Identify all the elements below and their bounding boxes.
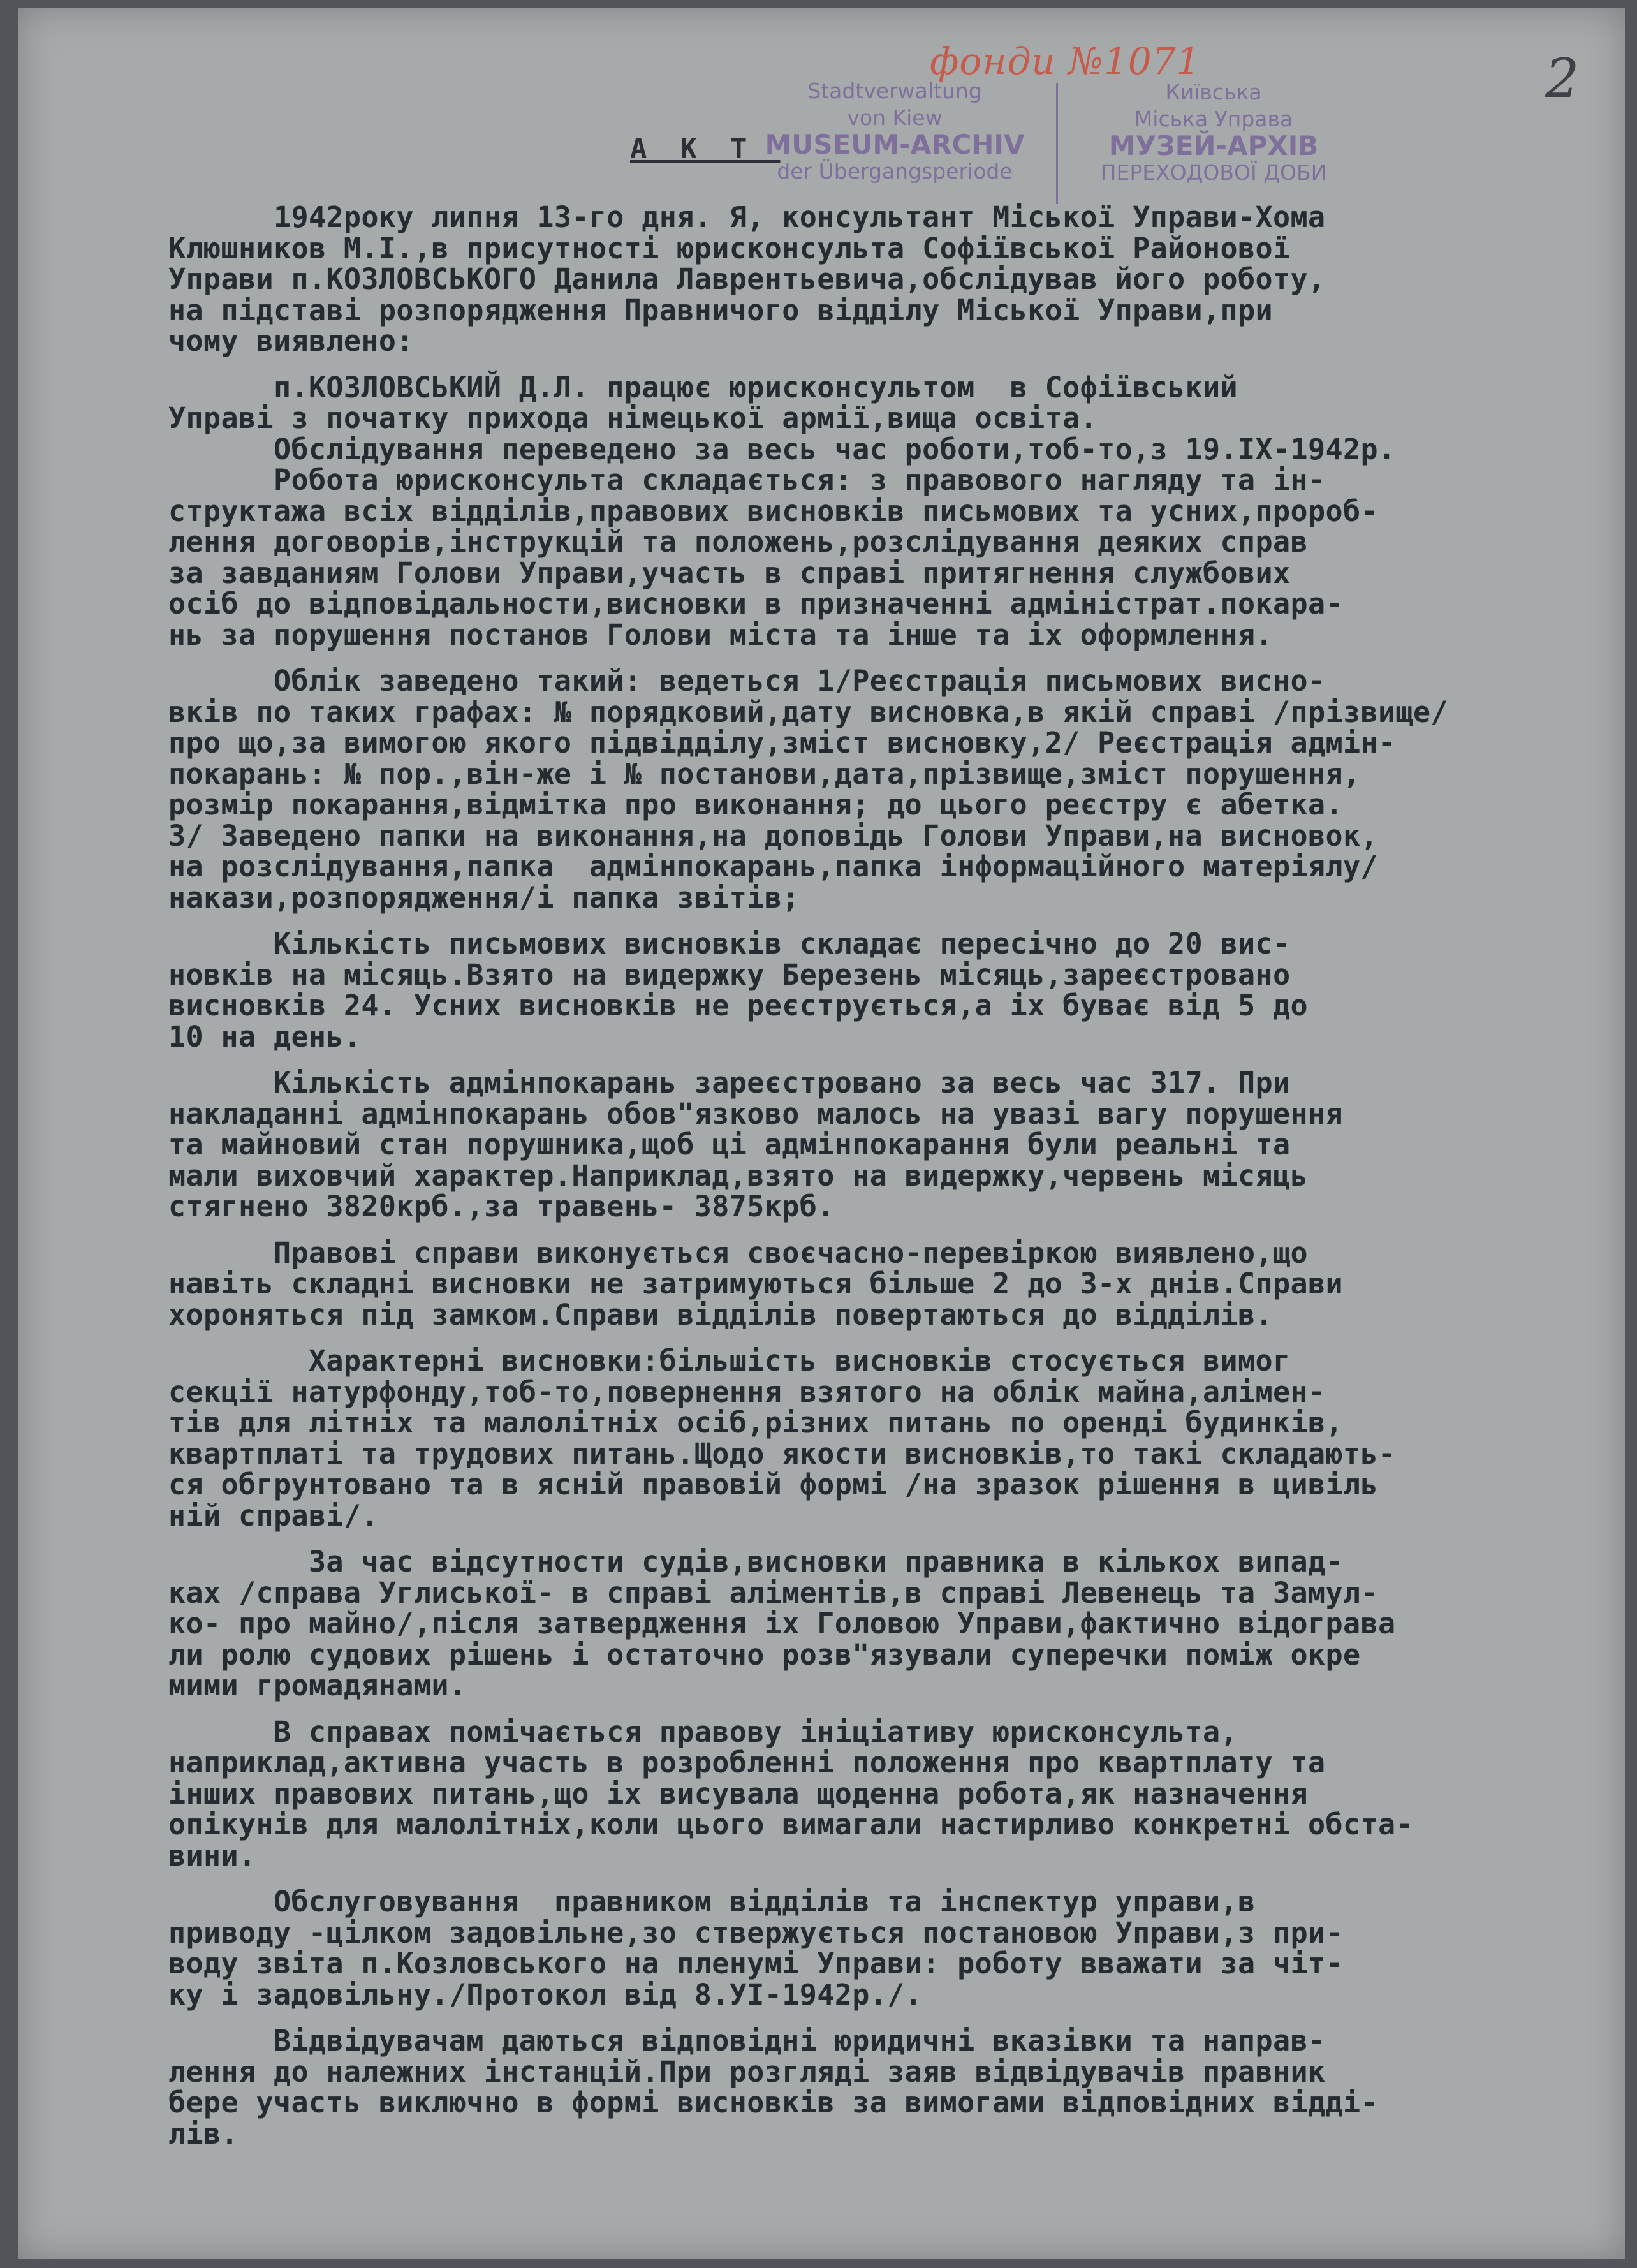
paragraph-gap	[168, 1702, 1508, 1717]
text-line: Робота юрисконсульта складається: з правового нагляду та ін-	[168, 463, 1326, 497]
text-line: воду звіта п.Козловського на пленумі Управи: роботу вважати за чіт-	[168, 1947, 1343, 1980]
text-line: лів.	[168, 2116, 239, 2151]
text-line: Облік заведено такий: ведеться 1/Реєстрація письмових висно-	[168, 664, 1326, 698]
paragraph	[168, 1887, 1508, 2010]
stamp-line: Stadtverwaltung	[807, 78, 982, 103]
text-line: осіб до відповідальности,висновки в призначенні адміністрат.покара-	[168, 587, 1343, 621]
text-line: нь за порушення постанов Голови міста та інше та іх оформлення.	[168, 617, 1274, 652]
text-line: покарань: № пор.,він-же і № постанови,дата,прізвище,зміст порушення,	[168, 756, 1361, 791]
text-line: 10 на день.	[168, 1019, 362, 1054]
document-sheet	[18, 8, 1625, 2259]
text-line: Клюшников М.І.,в присутності юрисконсульта Софіївської Районової	[168, 231, 1291, 265]
text-line: тів для літніх та малолітніх осіб,різних питань по оренді будинків,	[168, 1406, 1343, 1440]
text-line: Відвідувачам даються відповідні юридичні вказівки та направ-	[168, 2024, 1326, 2058]
document-body	[168, 202, 1508, 2149]
text-line: ку і задовільну./Протокол від 8.УІ-1942р./.	[168, 1977, 923, 2012]
text-line: ли ролю судових рішень і остаточно розв"язували суперечки поміж окре	[168, 1637, 1361, 1672]
text-line: на розслідування,папка адмінпокарань,папка інформаційного матеріялу/	[168, 850, 1378, 883]
paragraph	[168, 2026, 1508, 2149]
text-line: Кількість письмових висновків складає пересічно до 20 вис-	[168, 927, 1291, 961]
text-line: чому виявлено:	[168, 324, 414, 358]
text-line: навіть складні висновки не затримуються більше 2 до 3-х днів.Справи	[168, 1267, 1343, 1300]
text-line: лення договорів,інструкцій та положень,розслідування деяких справ	[168, 525, 1308, 559]
stamp-line: МУЗЕЙ-АРХІВ	[1108, 130, 1319, 161]
text-line: та майновий стан порушника,щоб ці адмінпокарання були реальні та	[168, 1128, 1291, 1161]
text-line: висновків 24. Усних висновків не реєструється,а іх буває від 5 до	[168, 989, 1308, 1022]
text-line: мими громадянами.	[168, 1668, 467, 1702]
text-line: на підставі розпорядження Правничого відділу Міської Управи,при	[168, 293, 1274, 327]
text-line: Правові справи виконується своєчасно-перевіркою виявлено,що	[168, 1235, 1308, 1270]
paragraph	[168, 1547, 1508, 1702]
paragraph-gap	[168, 1223, 1508, 1238]
text-line: Обслуговування правником відділів та інспектур управи,в	[168, 1885, 1256, 1918]
text-line: приводу -цілком задовільне,зо ствержується постановою Управи,з при-	[168, 1915, 1343, 1950]
stamp-divider	[1056, 83, 1058, 204]
stamp-line: von Kiew	[847, 105, 943, 130]
text-line: За час відсутности судів,висновки правника в кількох випад-	[168, 1545, 1343, 1579]
paragraph-gap	[168, 357, 1508, 372]
text-line: Характерні висновки:більшість висновків стосується вимог	[168, 1344, 1291, 1378]
text-line: секції натурфонду,тоб-то,повернення взятого на облік майна,алімен-	[168, 1374, 1326, 1409]
text-line: Управі з початку прихода німецької армії,вища освіта.	[168, 401, 1098, 435]
text-line: В справах помічається правову ініціативу юрисконсульта,	[168, 1714, 1238, 1749]
text-line: вини.	[168, 1838, 256, 1873]
text-line: інших правових питань,що іх висувала щоденна робота,як назначення	[168, 1776, 1308, 1811]
text-line: розмір покарання,відмітка про виконання; до цього реєстру є абетка.	[168, 788, 1343, 821]
paragraph	[168, 202, 1508, 357]
text-line: Кількість адмінпокарань зареєстровано за весь час 317. При	[168, 1066, 1291, 1100]
text-line: 3/ Заведено папки на виконання,на доповідь Голови Управи,на висновок,	[168, 818, 1378, 853]
stamp-line: der Übergangsperiode	[777, 159, 1013, 184]
paragraph	[168, 372, 1508, 651]
text-line: мали виховчий характер.Наприклад,взято на видержку,червень місяць	[168, 1158, 1308, 1193]
text-line: ках /справа Углиської- в справі аліментів,в справі Левенець та Замул-	[168, 1575, 1378, 1610]
text-line: ко- про майно/,після затвердження іх Головою Управи,фактично відограва	[168, 1607, 1396, 1640]
text-line: наприклад,активна участь в розробленні положення про квартплату та	[168, 1746, 1326, 1779]
text-line: про що,за вимогою якого підвідділу,зміст висновку,2/ Реєстрація адмін-	[168, 726, 1396, 760]
text-line: квартплаті та трудових питань.Щодо якости висновків,то такі складають-	[168, 1436, 1396, 1471]
document-title: АКТ	[630, 133, 781, 165]
text-line: новків на місяць.Взято на видержку Березень місяць,зареєстровано	[168, 957, 1291, 992]
text-line: хороняться під замком.Справи відділів повертаються до відділів.	[168, 1297, 1274, 1332]
text-line: 1942року липня 13-го дня. Я, консультант Міської Управи-Хома	[168, 200, 1326, 234]
handwritten-fond-note: фонди №1071	[930, 40, 1201, 83]
text-line: накладанні адмінпокарань обов"язково малось на увазі вагу порушення	[168, 1096, 1343, 1131]
stamp-line: Міська Управа	[1134, 107, 1293, 131]
text-line: вків по таких графах: № порядковий,дату висновка,в якій справі /прізвище/	[168, 695, 1448, 729]
paragraph	[168, 929, 1508, 1052]
text-line: бере участь виключно в формі висновків за вимогами відповідних відді-	[168, 2086, 1378, 2119]
archive-stamp-ukrainian	[1064, 79, 1363, 186]
text-line: накази,розпорядження/і папка звітів;	[168, 880, 800, 915]
stamp-line: MUSEUM-ARCHIV	[765, 129, 1025, 160]
text-line: за завданиям Голови Управи,участь в справі притягнення службових	[168, 556, 1291, 590]
page-number: 2	[1545, 47, 1580, 110]
text-line: лення до належних інстанцій.При розгляді заяв відвідувачів правник	[168, 2054, 1326, 2089]
archive-stamp-german	[745, 78, 1045, 185]
text-line: структажа всіх відділів,правових висновків письмових та усних,пророб-	[168, 494, 1378, 528]
text-line: п.КОЗЛОВСЬКИЙ Д.Л. працює юрисконсультом в Софіївський	[168, 370, 1238, 404]
stamp-line: ПЕРЕХОДОВОЇ ДОБИ	[1100, 160, 1327, 185]
paragraph	[168, 1235, 1508, 1332]
paragraph	[168, 1714, 1508, 1873]
text-line: Обслідування переведено за весь час роботи,тоб-то,з 19.ІХ-1942р.	[168, 432, 1396, 466]
text-line: ся обгрунтовано та в ясній правовій формі /на зразок рішення в цивіль	[168, 1468, 1378, 1501]
text-line: опікунів для малолітніх,коли цього вимагали настирливо конкретні обста-	[168, 1808, 1413, 1841]
paragraph	[168, 666, 1508, 913]
text-line: стягнено 3820крб.,за травень- 3875крб.	[168, 1189, 835, 1223]
text-line: Управи п.КОЗЛОВСЬКОГО Данила Лаврентьевича,обслідував його роботу,	[168, 262, 1326, 296]
stamp-line: Київська	[1165, 80, 1262, 105]
paragraph	[168, 1346, 1508, 1531]
text-line: ній справі/.	[168, 1498, 379, 1533]
paragraph	[168, 1068, 1508, 1223]
